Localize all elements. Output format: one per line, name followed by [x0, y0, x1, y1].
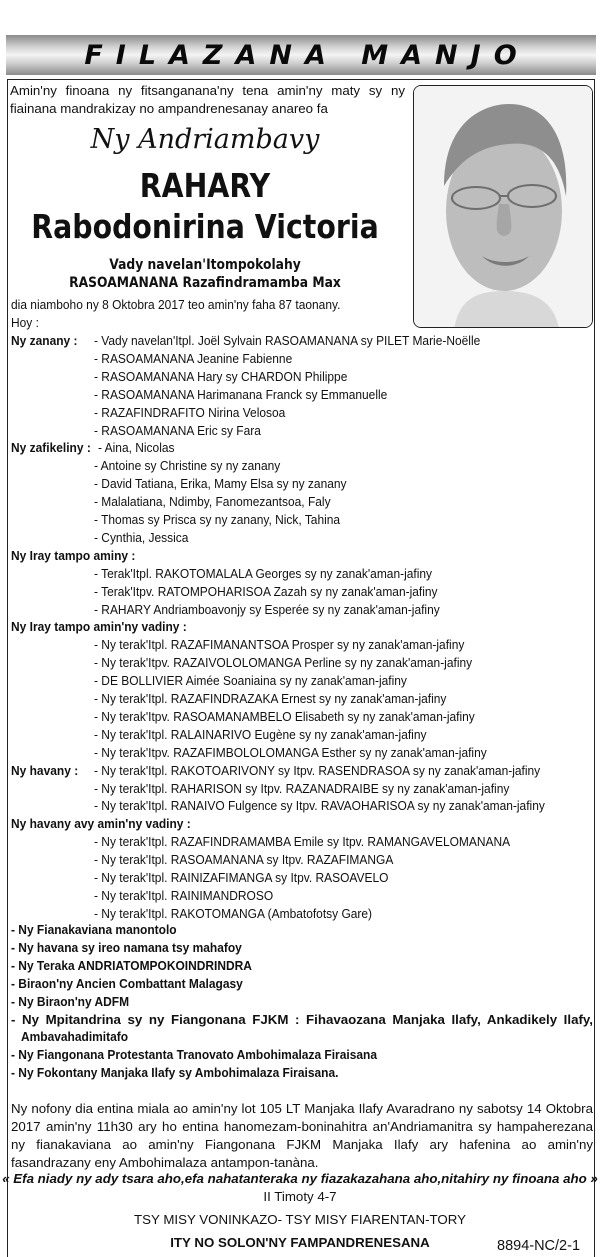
list-item: - Ny terak'Itpv. RAZAIVOLOLOMANGA Perline sy ny zanak'aman-jafiny: [94, 655, 473, 671]
list-item: - David Tatiana, Erika, Mamy Elsa sy ny zanany: [94, 476, 347, 492]
list-item: - Ny terak'Itpl. RAKOTOARIVONY sy Itpv. RASENDRASOA sy ny zanak'aman-jafiny: [94, 762, 541, 778]
section-label: Ny zanany :: [11, 333, 78, 348]
portrait-photo: [413, 85, 593, 328]
organization-item: - Ny Fianakaviana manontolo: [11, 922, 177, 937]
page-title: FILAZANA MANJO: [84, 39, 530, 71]
header-banner: [6, 35, 596, 75]
list-item: - Vady navelan'Itpl. Joël Sylvain RASOAMANANA sy PILET Marie-Noëlle: [94, 333, 481, 348]
list-item: - Ny terak'Itpl. RAKOTOMANGA (Ambatofotsy Gare): [94, 905, 373, 921]
section-label: Ny zafikeliny :: [11, 440, 91, 456]
list-item: - Ny terak'Itpl. RAZAFINDRAMAMBA Emile sy Itpv. RAMANGAVELOMANANA: [94, 834, 511, 850]
quote-reference: II Timoty 4-7: [263, 1189, 337, 1204]
organization-item: - Ny havana sy ireo namana tsy mahafoy: [11, 939, 242, 955]
organization-item: - Ny Teraka ANDRIATOMPOKOINDRINDRA: [11, 957, 252, 973]
funeral-paragraph: Ny nofony dia entina miala ao amin'ny lot 105 LT Manjaka Ilafy Avaradrano ny sabotsy 14 Oktobra 2017 amin'ny 11h30 ary ho entina hanomezam-boninahitra an'Andriamanitra sy hampaherezana ny fianakaviana ao amin'ny Fiangonana FJKM Manjaka Ilafy ary hafenina ao amin'ny fasandrazany eny Ambohimalaza antampon-tanàna.: [11, 1101, 593, 1170]
spouse-line-2: RASOAMANANA Razafindramamba Max: [69, 275, 341, 291]
ad-code: 8894-NC/2-1: [497, 1238, 581, 1254]
list-item: - Ny terak'Itpv. RAZAFIMBOLOLOMANGA Esther sy ny zanak'aman-jafiny: [94, 744, 487, 760]
list-item: - Ny terak'Itpl. RANAIVO Fulgence sy Itpv. RAVAOHARISOA sy ny zanak'aman-jafiny: [94, 798, 545, 814]
organization-item: - Ny Fiangonana Protestanta Tranovato Ambohimalaza Firaisana: [11, 1047, 377, 1063]
organization-item: Ambavahadimitafo: [21, 1029, 129, 1045]
list-item: - Ny terak'Itpl. RALAINARIVO Eugène sy ny zanak'aman-jafiny: [94, 726, 427, 742]
list-item: - Thomas sy Prisca sy ny zanany, Nick, Tahina: [94, 512, 341, 527]
death-notice: dia niamboho ny 8 Oktobra 2017 teo amin'ny faha 87 taonany.: [11, 297, 341, 312]
list-item: - Ny terak'Itpl. RAINIZAFIMANGA sy Itpv. RASOAVELO: [94, 870, 389, 885]
organization-item: - Ny Biraon'ny ADFM: [11, 993, 130, 1009]
list-item: - Ny terak'Itpl. RAHARISON sy Itpv. RAZANADRAIBE sy ny zanak'aman-jafiny: [94, 780, 510, 796]
organization-item: - Ny Mpitandrina sy ny Fiangonana FJKM : Fihavaozana Manjaka Ilafy, Ankadikely Ilafy,: [11, 1011, 593, 1027]
list-item: - Ny terak'Itpl. RAINIMANDROSO: [94, 887, 274, 903]
honorific-title: Ny Andriambavy: [90, 124, 320, 155]
official-notice: ITY NO SOLON'NY FAMPANDRENESANA: [170, 1235, 430, 1250]
bible-quote: « Efa niady ny ady tsara aho,efa nahatanteraka ny fiazakazahana aho,nitahiry ny finoana aho »: [2, 1171, 598, 1186]
deceased-surname: RAHARY: [139, 166, 271, 205]
list-item: - RASOAMANANA Eric sy Fara: [94, 422, 261, 438]
spouse-line-1: Vady navelan'Itompokolahy: [109, 257, 301, 273]
section-label: Ny Iray tampo amin'ny vadiny :: [11, 619, 187, 635]
list-item: - RASOAMANANA Jeanine Fabienne: [94, 350, 293, 366]
list-item: - Ny terak'Itpv. RASOAMANAMBELO Elisabeth sy ny zanak'aman-jafiny: [94, 708, 475, 724]
hoy-label: Hoy :: [11, 315, 39, 330]
list-item: - Ny terak'Itpl. RASOAMANANA sy Itpv. RAZAFIMANGA: [94, 852, 394, 868]
intro-text: Amin'ny finoana ny fitsanganana'ny tena amin'ny maty sy ny fiainana mandrakizay no ampandrenesanay anareo fa: [10, 83, 405, 116]
list-item: - Ny terak'Itpl. RAZAFIMANANTSOA Prosper sy ny zanak'aman-jafiny: [94, 637, 465, 653]
list-item: - Antoine sy Christine sy ny zanany: [94, 458, 281, 474]
list-item: - RAZAFINDRAFITO Nirina Velosoa: [94, 404, 286, 420]
organization-item: - Ny Fokontany Manjaka Ilafy sy Ambohimalaza Firaisana.: [11, 1065, 339, 1081]
list-item: - Aina, Nicolas: [98, 440, 175, 456]
list-item: - Ny terak'Itpl. RAZAFINDRAZAKA Ernest sy ny zanak'aman-jafiny: [94, 691, 447, 706]
list-item: - Cynthia, Jessica: [94, 529, 189, 545]
flowers-notice: TSY MISY VONINKAZO- TSY MISY FIARENTAN-TORY: [134, 1212, 466, 1227]
list-item: - Malalatiana, Ndimby, Fanomezantsoa, Faly: [94, 494, 331, 510]
section-label: Ny havany :: [11, 762, 79, 778]
deceased-given-names: Rabodonirina Victoria: [31, 207, 379, 246]
section-label: Ny havany avy amin'ny vadiny :: [11, 816, 191, 832]
organization-item: - Biraon'ny Ancien Combattant Malagasy: [11, 975, 243, 991]
portrait-image-icon: [414, 86, 593, 328]
list-item: - RASOAMANANA Hary sy CHARDON Philippe: [94, 368, 348, 384]
list-item: - Terak'Itpv. RATOMPOHARISOA Zazah sy ny zanak'aman-jafiny: [94, 583, 438, 599]
list-item: - DE BOLLIVIER Aimée Soaniaina sy ny zanak'aman-jafiny: [94, 673, 407, 689]
list-item: - RAHARY Andriamboavonjy sy Esperée sy ny zanak'aman-jafiny: [94, 601, 440, 617]
list-item: - RASOAMANANA Harimanana Franck sy Emmanuelle: [94, 386, 388, 402]
section-label: Ny Iray tampo aminy :: [11, 547, 136, 563]
list-item: - Terak'Itpl. RAKOTOMALALA Georges sy ny zanak'aman-jafiny: [94, 565, 433, 581]
